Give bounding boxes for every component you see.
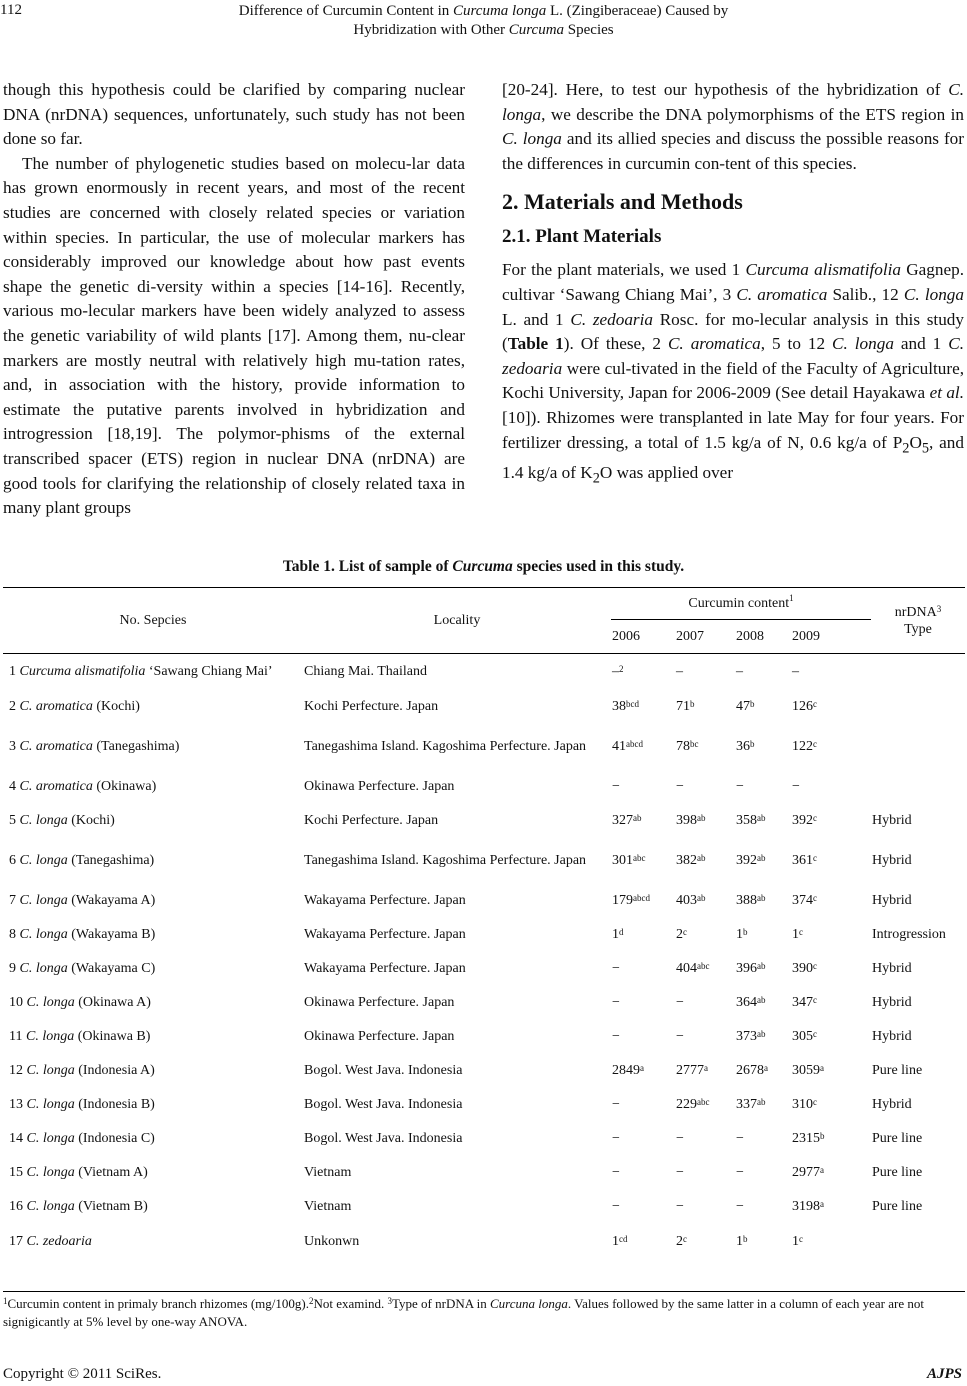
cell-curcumin-value: $229^{abc}$ [676,1096,710,1112]
cell-curcumin-value: $364^{ab}$ [736,994,766,1010]
cell-curcumin-value: − [736,1164,744,1180]
cell-nrdna-type [871,724,965,770]
cell-curcumin-value: $398^{ab}$ [676,812,706,828]
cell-curcumin-value: $179^{abcd}$ [612,892,650,908]
cell-curcumin-value: –$^2$ [612,663,624,679]
journal-name: AJPS [926,1366,962,1382]
table-footnote: $^1$Curcumin content in primaly branch rhizomes (mg/100g).$^2$Not examind. $^3$Type of nrDNA in Curcuna longa. Values followed by the same latter in a column of each year are not signigicantly at 5% level by one-way ANOVA. [3,1291,965,1331]
cell-curcumin-value: 1$^d$ [612,926,624,942]
left-column [3,78,465,521]
cell-curcumin-value: 71$^b$ [676,698,695,714]
cell-curcumin-value: – [792,663,799,679]
table-row [3,1156,965,1190]
cell-species: 10 C. longa (Okinawa A) [9,994,151,1010]
cell-curcumin-value: − [612,1130,620,1146]
cell-nrdna-type [871,770,965,804]
cell-curcumin-value: 347$^c$ [792,994,817,1010]
header-text: Species [564,22,614,38]
cell-curcumin-value: $1^{cd}$ [612,1233,628,1249]
cell-nrdna-type [871,1224,965,1260]
cell-curcumin-value: 2678$^a$ [736,1062,768,1078]
cell-nrdna-type: Pure line [872,1130,923,1146]
cell-species: 11 C. longa (Okinawa B) [9,1028,151,1044]
cell-curcumin-value: − [676,1198,684,1214]
cell-curcumin-value: $301^{abc}$ [612,852,646,868]
cell-curcumin-value: $388^{ab}$ [736,892,766,908]
table-row [3,918,965,952]
cell-curcumin-value: − [736,1130,744,1146]
cell-curcumin-value: 1$^b$ [736,926,748,942]
cell-locality: Okinawa Perfecture. Japan [304,1028,455,1044]
cell-locality: Bogol. West Java. Indonesia [304,1096,463,1112]
paragraph: [20-24]. Here, to test our hypothesis of the hybridization of C. longa, we describe the DNA polymorphisms of the ETS region in C. longa and its allied species and discuss the possible reasons for the differences in curcumin con-tent of this species. [502,80,964,173]
cell-curcumin-value: 36$^b$ [736,738,755,754]
cell-curcumin-value: 310$^c$ [792,1096,817,1112]
cell-curcumin-value: $337^{ab}$ [736,1096,766,1112]
column-header-curcumin: Curcumin content$^1$ [611,588,871,620]
cell-locality: Wakayama Perfecture. Japan [304,926,466,942]
cell-curcumin-value: − [612,1096,620,1112]
cell-locality: Vietnam [304,1164,352,1180]
cell-curcumin-value: 2$^c$ [676,926,687,942]
cell-curcumin-value: 2849$^a$ [612,1062,644,1078]
year-header: 2006 [611,620,675,654]
cell-species: 12 C. longa (Indonesia A) [9,1062,155,1078]
cell-species: 4 C. aromatica (Okinawa) [9,778,157,794]
cell-nrdna-type: Pure line [872,1062,923,1078]
cell-locality: Tanegashima Island. Kagoshima Perfecture. Japan [304,852,587,868]
cell-curcumin-value: $382^{ab}$ [676,852,706,868]
cell-locality: Kochi Perfecture. Japan [304,698,439,714]
cell-species: 6 C. longa (Tanegashima) [9,852,155,868]
cell-curcumin-value: − [676,1028,684,1044]
page-number: 112 [0,2,22,18]
cell-nrdna-type: Introgression [872,926,946,942]
header-italic: Curcuma [508,22,565,38]
cell-curcumin-value: − [736,1198,744,1214]
table-row [3,690,965,724]
cell-species: 9 C. longa (Wakayama C) [9,960,156,976]
cell-curcumin-value: 126$^c$ [792,698,817,714]
year-header: 2008 [735,620,791,654]
cell-curcumin-value: − [676,1164,684,1180]
table-row [3,804,965,838]
cell-curcumin-value: − [612,1028,620,1044]
header-text: Difference of Curcumin Content in [238,3,454,19]
cell-nrdna-type: Hybrid [872,812,912,828]
cell-locality: Bogol. West Java. Indonesia [304,1062,463,1078]
cell-curcumin-value: 2777$^a$ [676,1062,708,1078]
section-heading: 2. Materials and Methods [502,189,743,215]
cell-species: 15 C. longa (Vietnam A) [9,1164,148,1180]
cell-curcumin-value: 374$^c$ [792,892,817,908]
cell-curcumin-value: $78^{bc}$ [676,738,699,754]
cell-species: 14 C. longa (Indonesia C) [9,1130,155,1146]
cell-curcumin-value: − [676,778,684,794]
cell-curcumin-value: 1$^c$ [792,1233,803,1249]
cell-curcumin-value: 2315$^b$ [792,1130,825,1146]
table-row [3,1224,965,1260]
cell-locality: Okinawa Perfecture. Japan [304,994,455,1010]
cell-curcumin-value: − [612,1164,620,1180]
cell-nrdna-type [871,654,965,690]
table-row [3,986,965,1020]
cell-curcumin-value: 122$^c$ [792,738,817,754]
cell-locality: Chiang Mai. Thailand [304,663,427,679]
cell-nrdna-type: Hybrid [872,1028,912,1044]
cell-nrdna-type [871,690,965,724]
cell-curcumin-value: 305$^c$ [792,1028,817,1044]
table-row [3,724,965,770]
cell-curcumin-value: − [612,1198,620,1214]
paragraph: For the plant materials, we used 1 Curcuma alismatifolia Gagnep. cultivar ‘Sawang Chiang Mai’, 3 C. aromatica Salib., 12 C. longa L. and 1 C. zedoaria Rosc. for mo-lecular analysis in this study (Table 1). Of these, 2 C. aromatica, 5 to 12 C. longa and 1 C. zedoaria were cul-tivated in the field of the Faculty of Agriculture, Kochi University, Japan for 2006-2009 (See detail Hayakawa et al. [10]). Rhizomes were transplanted in late May for four years. For fertilizer dressing, a total of 1.5 kg/a of N, 0.6 kg/a of $P_2O_5$, and 1.4 kg/a of $K_2O$ was applied over [502,260,964,486]
cell-curcumin-value: 2$^c$ [676,1233,687,1249]
cell-species: 5 C. longa (Kochi) [9,812,115,828]
column-header-locality: Locality [303,588,611,654]
table-row [3,770,965,804]
cell-species: 17 C. zedoaria [9,1233,92,1249]
cell-curcumin-value: − [792,778,800,794]
year-header: 2009 [791,620,871,654]
cell-locality: Kochi Perfecture. Japan [304,812,439,828]
cell-locality: Unkonwn [304,1233,360,1249]
column-header-nrdna: nrDNA$^3$ Type [871,588,965,654]
table-row [3,1054,965,1088]
header-italic: Curcuma longa [453,3,547,19]
cell-species: 7 C. longa (Wakayama A) [9,892,156,908]
cell-curcumin-value: − [612,994,620,1010]
cell-locality: Wakayama Perfecture. Japan [304,892,466,908]
cell-curcumin-value: – [676,663,683,679]
subsection-heading: 2.1. Plant Materials [502,226,662,248]
table-row [3,884,965,918]
cell-species: 2 C. aromatica (Kochi) [9,698,140,714]
cell-curcumin-value: $38^{bcd}$ [612,698,639,714]
table-row [3,838,965,884]
cell-species: 13 C. longa (Indonesia B) [9,1096,155,1112]
paragraph: though this hypothesis could be clarified by comparing nuclear DNA (nrDNA) sequences, unfortunately, such study has not been done so far. [3,80,465,149]
right-column [502,78,964,491]
cell-locality: Wakayama Perfecture. Japan [304,960,466,976]
cell-species: 3 C. aromatica (Tanegashima) [9,738,180,754]
cell-nrdna-type: Hybrid [872,892,912,908]
cell-curcumin-value: $358^{ab}$ [736,812,766,828]
cell-nrdna-type: Hybrid [872,1096,912,1112]
header-text: Hybridization with Other [353,22,509,38]
cell-species: 8 C. longa (Wakayama B) [9,926,156,942]
paragraph: The number of phylogenetic studies based on molecu-lar data has grown enormously in recent years, and most of the recent studies are concerned with closely related species or variation within species. In particular, the use of molecular markers has considerably improved our knowledge about how past events shape the genetic di-versity within a species [14-16]. Recently, various mo-lecular markers have been widely analyzed to assess the genetic variability of wild plants [17]. Among them, nu-clear markers are mostly neutral with relatively high mu-tation rates, and, in association with the history, provide information to estimate the putative parents involved in hybridization and introgression [18,19]. The polymor-phisms of the external transcribed spacer (ETS) region in nuclear DNA (nrDNA) are good tools for clarifying the relationship of closely related taxa in many plant groups [3,153,465,518]
cell-curcumin-value: − [736,778,744,794]
cell-nrdna-type: Pure line [872,1198,923,1214]
cell-species: 1 Curcuma alismatifolia ‘Sawang Chiang Mai’ [9,663,273,679]
cell-locality: Vietnam [304,1198,352,1214]
cell-nrdna-type: Hybrid [872,852,912,868]
cell-nrdna-type: Hybrid [872,994,912,1010]
cell-curcumin-value: $392^{ab}$ [736,852,766,868]
cell-curcumin-value: 3198$^a$ [792,1198,824,1214]
table-row [3,952,965,986]
cell-curcumin-value: 361$^c$ [792,852,817,868]
cell-curcumin-value: 2977$^a$ [792,1164,824,1180]
cell-curcumin-value: $41^{abcd}$ [612,738,643,754]
cell-locality: Tanegashima Island. Kagoshima Perfecture. Japan [304,738,587,754]
column-header-species: No. Sepcies [3,588,303,654]
cell-curcumin-value: 1$^c$ [792,926,803,942]
year-header: 2007 [675,620,735,654]
cell-nrdna-type: Pure line [872,1164,923,1180]
cell-curcumin-value: $373^{ab}$ [736,1028,766,1044]
cell-curcumin-value: $327^{ab}$ [612,812,642,828]
table-row [3,654,965,690]
cell-curcumin-value: 390$^c$ [792,960,817,976]
header-text: L. (Zingiberaceae) Caused by [546,3,729,19]
cell-curcumin-value: 47$^b$ [736,698,755,714]
cell-curcumin-value: $396^{ab}$ [736,960,766,976]
cell-curcumin-value: − [676,1130,684,1146]
cell-curcumin-value: $403^{ab}$ [676,892,706,908]
cell-curcumin-value: $404^{abc}$ [676,960,710,976]
cell-curcumin-value: − [676,994,684,1010]
cell-curcumin-value: − [612,778,620,794]
table-row [3,1088,965,1122]
table-row [3,1122,965,1156]
cell-species: 16 C. longa (Vietnam B) [9,1198,148,1214]
table-caption: Table 1. List of sample of Curcuma species used in this study. [282,558,685,575]
cell-curcumin-value: 3059$^a$ [792,1062,824,1078]
cell-nrdna-type: Hybrid [872,960,912,976]
cell-curcumin-value: 392$^c$ [792,812,817,828]
running-header [0,2,967,40]
species-table [3,587,965,1260]
table-row [3,1190,965,1224]
cell-curcumin-value: – [736,663,743,679]
cell-curcumin-value: 1$^b$ [736,1233,748,1249]
cell-curcumin-value: − [612,960,620,976]
copyright: Copyright © 2011 SciRes. [3,1366,162,1382]
cell-locality: Bogol. West Java. Indonesia [304,1130,463,1146]
table-row [3,1020,965,1054]
cell-locality: Okinawa Perfecture. Japan [304,778,455,794]
